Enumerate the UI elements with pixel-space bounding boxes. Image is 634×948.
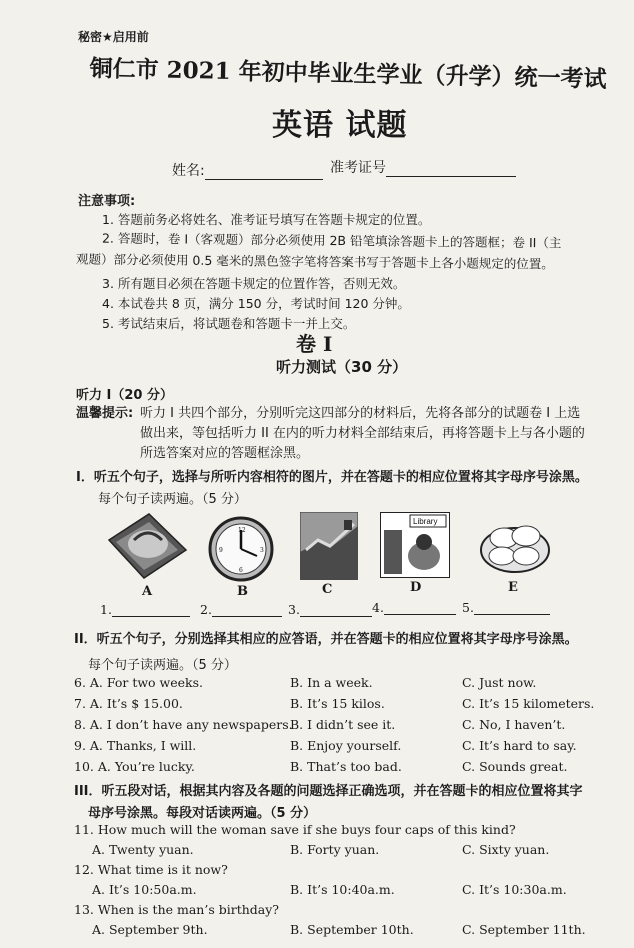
notes-title: 注意事项: bbox=[78, 194, 136, 209]
name-blank[interactable] bbox=[205, 165, 323, 180]
section3-instruction: III．听五段对话，根据其内容及各题的问题选择正确选项，并在答题卡的相应位置将其字 bbox=[74, 784, 583, 799]
answer-blank-1[interactable] bbox=[100, 602, 190, 617]
subject-title: 英语 试题 bbox=[272, 108, 408, 143]
answer-blank-2[interactable] bbox=[200, 602, 282, 617]
question-stem: 12. What time is it now? bbox=[74, 862, 228, 877]
picture-label-b: B bbox=[237, 584, 248, 599]
volume-title: 卷 I bbox=[296, 332, 333, 356]
section1-instruction: I．听五个句子，选择与所听内容相符的图片，并在答题卡的相应位置将其字母序号涂黑。 bbox=[76, 470, 588, 485]
question-option-a[interactable]: 8. A. I don’t have any newspapers. bbox=[74, 717, 293, 732]
section3-instruction-2: 母序号涂黑。每段对话读两遍。（5 分） bbox=[88, 806, 317, 821]
clock-icon bbox=[202, 516, 280, 582]
answer-line[interactable] bbox=[384, 600, 456, 615]
question-option-a[interactable]: 9. A. Thanks, I will. bbox=[74, 738, 197, 753]
svg-text:9: 9 bbox=[219, 547, 223, 554]
question-option-c[interactable]: C. It’s hard to say. bbox=[462, 738, 577, 753]
question-option-a[interactable]: A. Twenty yuan. bbox=[92, 842, 194, 857]
question-option-b[interactable]: B. In a week. bbox=[290, 675, 373, 690]
answer-line[interactable] bbox=[474, 600, 550, 615]
picture-label-d: D bbox=[410, 580, 422, 595]
exam-number-blank[interactable] bbox=[386, 162, 516, 177]
tip-line: 做出来，等包括听力 II 在内的听力材料全部结束后，再将答题卡上与各小题的 bbox=[140, 426, 585, 441]
library-icon bbox=[380, 512, 450, 578]
note-item: 5. 考试结束后，将试题卷和答题卡一并上交。 bbox=[102, 316, 356, 331]
note-item: 3. 所有题目必须在答题卡规定的位置作答，否则无效。 bbox=[102, 276, 406, 291]
svg-text:3: 3 bbox=[260, 547, 264, 554]
question-option-b[interactable]: B. It’s 10:40a.m. bbox=[290, 882, 395, 897]
section1-instruction-2: 每个句子读两遍。（5 分） bbox=[98, 492, 247, 507]
exam-title: 铜仁市 2021 年初中毕业生学业（升学）统一考试 bbox=[89, 54, 607, 93]
exam-number-field[interactable] bbox=[330, 157, 516, 177]
answer-blank-number: 2. bbox=[200, 602, 212, 617]
question-option-c[interactable]: C. No, I haven’t. bbox=[462, 717, 566, 732]
question-stem: 11. How much will the woman save if she buys four caps of this kind? bbox=[74, 822, 516, 837]
question-option-b[interactable]: B. September 10th. bbox=[290, 922, 414, 937]
question-option-c[interactable]: C. It’s 10:30a.m. bbox=[462, 882, 567, 897]
answer-blank-number: 4. bbox=[372, 600, 384, 615]
question-option-b[interactable]: B. It’s 15 kilos. bbox=[290, 696, 385, 711]
note-item: 观题）部分必须使用 0.5 毫米的黑色签字笔将答案书写于答题卡上各小题规定的位置。 bbox=[75, 251, 554, 272]
tip-label: 温馨提示: bbox=[76, 406, 134, 421]
name-label: 姓名: bbox=[172, 163, 205, 179]
question-option-c[interactable]: C. Just now. bbox=[462, 675, 537, 690]
note-item: 1. 答题前务必将姓名、准考证号填写在答题卡规定的位置。 bbox=[102, 212, 431, 227]
question-option-b[interactable]: B. Forty yuan. bbox=[290, 842, 380, 857]
answer-blank-number: 5. bbox=[462, 600, 474, 615]
library-sign: Library bbox=[413, 517, 438, 526]
section2-instruction-2: 每个句子读两遍。（5 分） bbox=[88, 658, 237, 673]
question-option-b[interactable]: B. That’s too bad. bbox=[290, 759, 402, 774]
tip-line: 所选答案对应的答题框涂黑。 bbox=[140, 446, 310, 461]
listening-part1-title: 听力 I（20 分） bbox=[76, 388, 173, 403]
question-option-a[interactable]: 7. A. It’s $ 15.00. bbox=[74, 696, 183, 711]
answer-blank-number: 1. bbox=[100, 602, 112, 617]
question-option-c[interactable]: C. September 11th. bbox=[462, 922, 586, 937]
picture-label-e: E bbox=[508, 580, 518, 595]
confidential-mark: 秘密★启用前 bbox=[78, 30, 149, 44]
picture-label-a: A bbox=[142, 584, 153, 599]
question-option-a[interactable]: A. It’s 10:50a.m. bbox=[92, 882, 197, 897]
picture-label-c: C bbox=[322, 582, 333, 597]
svg-text:6: 6 bbox=[239, 567, 243, 574]
exam-number-label: 准考证号 bbox=[330, 160, 386, 176]
question-option-c[interactable]: C. Sixty yuan. bbox=[462, 842, 550, 857]
svg-text:12: 12 bbox=[238, 527, 246, 534]
answer-blank-4[interactable] bbox=[372, 600, 456, 615]
baseball-glove-icon bbox=[104, 510, 188, 580]
question-option-c[interactable]: C. Sounds great. bbox=[462, 759, 568, 774]
section2-instruction: II．听五个句子，分别选择其相应的应答语，并在答题卡的相应位置将其字母序号涂黑。 bbox=[74, 632, 578, 647]
question-option-a[interactable]: 10. A. You’re lucky. bbox=[74, 759, 195, 774]
question-option-b[interactable]: B. Enjoy yourself. bbox=[290, 738, 402, 753]
answer-line[interactable] bbox=[300, 602, 372, 617]
dumplings-icon bbox=[478, 508, 552, 578]
answer-blank-3[interactable] bbox=[288, 602, 372, 617]
question-option-a[interactable]: A. September 9th. bbox=[92, 922, 208, 937]
listening-title: 听力测试（30 分） bbox=[276, 358, 408, 376]
answer-line[interactable] bbox=[212, 602, 282, 617]
answer-line[interactable] bbox=[112, 602, 190, 617]
answer-blank-5[interactable] bbox=[462, 600, 550, 615]
great-wall-icon bbox=[300, 512, 358, 580]
question-option-a[interactable]: 6. A. For two weeks. bbox=[74, 675, 204, 690]
tip-line: 听力 I 共四个部分，分别听完这四部分的材料后，先将各部分的试题卷 I 上选 bbox=[140, 406, 581, 421]
answer-blank-number: 3. bbox=[288, 602, 300, 617]
question-option-b[interactable]: B. I didn’t see it. bbox=[290, 717, 396, 732]
question-stem: 13. When is the man’s birthday? bbox=[74, 902, 279, 917]
name-field[interactable] bbox=[172, 160, 323, 180]
note-item: 2. 答题时，卷 I（客观题）部分必须使用 2B 铅笔填涂答题卡上的答题框；卷 II（主 bbox=[101, 230, 562, 251]
question-option-c[interactable]: C. It’s 15 kilometers. bbox=[462, 696, 595, 711]
note-item: 4. 本试卷共 8 页，满分 150 分，考试时间 120 分钟。 bbox=[102, 296, 410, 311]
